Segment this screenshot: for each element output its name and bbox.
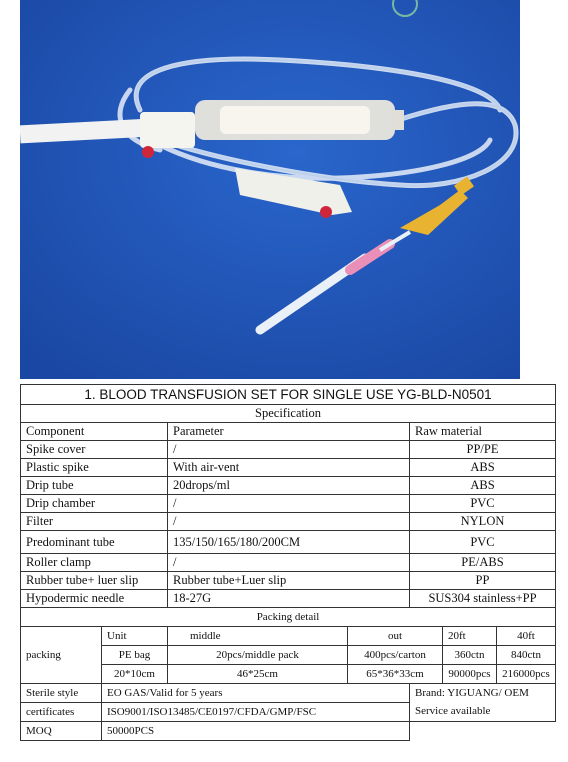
packing-header-out: out: [348, 627, 443, 646]
packing-cell: 46*25cm: [168, 665, 348, 684]
material-cell: PVC: [410, 531, 556, 554]
spec-heading: Specification: [21, 405, 556, 423]
component-cell: Spike cover: [21, 441, 168, 459]
material-cell: ABS: [410, 459, 556, 477]
packing-cell: 90000pcs: [443, 665, 497, 684]
table-row: [21, 459, 556, 477]
material-cell: NYLON: [410, 513, 556, 531]
table-row: [21, 441, 556, 459]
component-cell: Predominant tube: [21, 531, 168, 554]
spec-header-row: [21, 423, 556, 441]
packing-header-20ft: 20ft: [443, 627, 497, 646]
component-cell: Drip chamber: [21, 495, 168, 513]
header-material: Raw material: [410, 423, 556, 441]
table-row: [21, 646, 556, 665]
parameter-cell: 135/150/165/180/200CM: [168, 531, 410, 554]
packing-cell: 360ctn: [443, 646, 497, 665]
table-row: [21, 572, 556, 590]
table-row: [21, 554, 556, 572]
packing-header-middle: middle: [168, 627, 348, 646]
brand-cell: [410, 684, 556, 722]
material-cell: SUS304 stainless+PP: [410, 590, 556, 608]
service-line: Service available: [415, 705, 491, 717]
table-row: [21, 531, 556, 554]
component-cell: Rubber tube+ luer slip: [21, 572, 168, 590]
material-cell: PP/PE: [410, 441, 556, 459]
packing-cell: 216000pcs: [497, 665, 556, 684]
sterile-value: EO GAS/Valid for 5 years: [102, 684, 410, 703]
parameter-cell: /: [168, 495, 410, 513]
table-row: [21, 477, 556, 495]
spec-table: [20, 384, 556, 741]
component-cell: Filter: [21, 513, 168, 531]
material-cell: ABS: [410, 477, 556, 495]
moq-label: MOQ: [21, 722, 102, 741]
component-cell: Plastic spike: [21, 459, 168, 477]
parameter-cell: With air-vent: [168, 459, 410, 477]
certificates-label: certificates: [21, 703, 102, 722]
product-photo: [20, 0, 520, 379]
parameter-cell: 18-27G: [168, 590, 410, 608]
packing-heading: Packing detail: [21, 608, 556, 627]
parameter-cell: /: [168, 513, 410, 531]
packing-header-40ft: 40ft: [497, 627, 556, 646]
moq-value: 50000PCS: [102, 722, 410, 741]
parameter-cell: /: [168, 554, 410, 572]
certificates-value: ISO9001/ISO13485/CE0197/CFDA/GMP/FSC: [102, 703, 410, 722]
parameter-cell: Rubber tube+Luer slip: [168, 572, 410, 590]
packing-cell: 20*10cm: [102, 665, 168, 684]
table-row: [21, 665, 556, 684]
header-parameter: Parameter: [168, 423, 410, 441]
sterile-label: Sterile style: [21, 684, 102, 703]
table-row: [21, 590, 556, 608]
packing-label: packing: [21, 627, 102, 684]
packing-cell: 65*36*33cm: [348, 665, 443, 684]
component-cell: Drip tube: [21, 477, 168, 495]
header-component: Component: [21, 423, 168, 441]
packing-cell: 20pcs/middle pack: [168, 646, 348, 665]
material-cell: PVC: [410, 495, 556, 513]
empty-cell: [410, 722, 556, 741]
packing-cell: 400pcs/carton: [348, 646, 443, 665]
component-cell: Hypodermic needle: [21, 590, 168, 608]
packing-cell: PE bag: [102, 646, 168, 665]
table-row: [21, 684, 556, 703]
table-row: [21, 495, 556, 513]
component-cell: Roller clamp: [21, 554, 168, 572]
table-row: [21, 722, 556, 741]
blood-transfusion-set-image: [20, 0, 520, 379]
packing-header-unit: Unit: [102, 627, 168, 646]
packing-cell: 840ctn: [497, 646, 556, 665]
material-cell: PE/ABS: [410, 554, 556, 572]
brand-line: Brand: YIGUANG/ OEM: [415, 687, 529, 699]
parameter-cell: /: [168, 441, 410, 459]
table-title: 1. BLOOD TRANSFUSION SET FOR SINGLE USE YG-BLD-N0501: [21, 385, 556, 405]
table-row: [21, 513, 556, 531]
packing-header-row: [21, 627, 556, 646]
material-cell: PP: [410, 572, 556, 590]
parameter-cell: 20drops/ml: [168, 477, 410, 495]
